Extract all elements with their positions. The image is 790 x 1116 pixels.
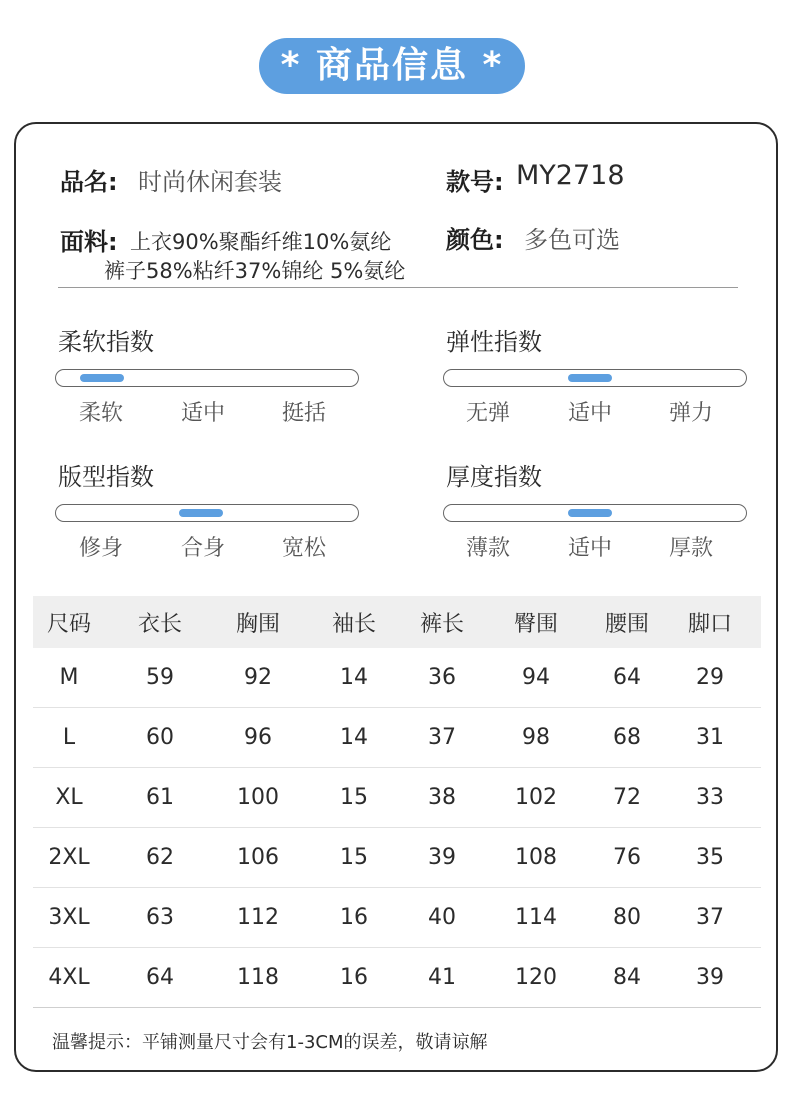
- column-header-size: 尺码: [33, 596, 105, 648]
- thickness-scale-medium: 适中: [567, 536, 612, 561]
- thickness-index-marker: [568, 509, 612, 517]
- softness-scale-medium: 适中: [180, 401, 225, 426]
- thickness-scale-thick: 厚款: [668, 536, 713, 561]
- column-header-pants-length: 裤长: [407, 596, 477, 648]
- table-row: [33, 648, 761, 708]
- table-cell: 39: [659, 948, 761, 1008]
- column-header-leg-opening: 脚口: [659, 596, 761, 648]
- table-cell: 62: [105, 828, 215, 888]
- table-cell: 118: [215, 948, 301, 1008]
- column-header-top-length: 衣长: [105, 596, 215, 648]
- column-header-waist: 腰围: [595, 596, 659, 648]
- table-cell: 72: [595, 768, 659, 828]
- thickness-index-track: [443, 504, 747, 522]
- table-cell: 16: [301, 948, 407, 1008]
- fit-scale-loose: 宽松: [281, 536, 326, 561]
- table-row: [33, 888, 761, 948]
- table-cell: 31: [659, 708, 761, 768]
- table-cell: 120: [477, 948, 595, 1008]
- section-title: * 商品信息 *: [259, 38, 525, 94]
- fabric-line-bottom: 裤子58%粘纤37%锦纶 5%氨纶: [104, 259, 406, 283]
- table-cell: L: [33, 708, 105, 768]
- softness-index-marker: [80, 374, 124, 382]
- thickness-index-title: 厚度指数: [446, 463, 542, 491]
- column-header-sleeve: 袖长: [301, 596, 407, 648]
- table-cell: M: [33, 648, 105, 708]
- fit-scale-regular: 合身: [180, 536, 225, 561]
- column-header-hip: 臀围: [477, 596, 595, 648]
- table-cell: 4XL: [33, 948, 105, 1008]
- table-cell: 63: [105, 888, 215, 948]
- table-cell: 39: [407, 828, 477, 888]
- color-value: 多色可选: [524, 226, 620, 254]
- elasticity-scale-medium: 适中: [567, 401, 612, 426]
- table-cell: 36: [407, 648, 477, 708]
- table-cell: 59: [105, 648, 215, 708]
- table-cell: 15: [301, 828, 407, 888]
- size-chart-table: [33, 596, 761, 1008]
- table-cell: 14: [301, 648, 407, 708]
- table-cell: 94: [477, 648, 595, 708]
- table-cell: 112: [215, 888, 301, 948]
- fit-scale-slim: 修身: [78, 536, 123, 561]
- table-cell: 60: [105, 708, 215, 768]
- softness-scale-stiff: 挺括: [281, 401, 326, 426]
- table-cell: 61: [105, 768, 215, 828]
- measurement-tip: 温馨提示：平铺测量尺寸会有1-3CM的误差，敬请谅解: [52, 1032, 488, 1053]
- table-cell: 35: [659, 828, 761, 888]
- size-table-header-row: [33, 596, 761, 648]
- table-cell: 98: [477, 708, 595, 768]
- table-cell: 15: [301, 768, 407, 828]
- elasticity-index-title: 弹性指数: [446, 328, 542, 356]
- softness-index-track: [55, 369, 359, 387]
- table-row: [33, 828, 761, 888]
- table-cell: 102: [477, 768, 595, 828]
- fit-index-track: [55, 504, 359, 522]
- fit-index-marker: [179, 509, 223, 517]
- fit-index-title: 版型指数: [58, 463, 154, 491]
- elasticity-scale-stretch: 弹力: [668, 401, 713, 426]
- table-cell: 68: [595, 708, 659, 768]
- table-cell: 2XL: [33, 828, 105, 888]
- elasticity-index-track: [443, 369, 747, 387]
- table-cell: 80: [595, 888, 659, 948]
- table-cell: 114: [477, 888, 595, 948]
- column-header-chest: 胸围: [215, 596, 301, 648]
- fabric-line-top: 上衣90%聚酯纤维10%氨纶: [130, 230, 392, 254]
- table-cell: 76: [595, 828, 659, 888]
- table-cell: 33: [659, 768, 761, 828]
- table-cell: 38: [407, 768, 477, 828]
- fabric-label: 面料:: [60, 228, 118, 256]
- product-name-value: 时尚休闲套装: [138, 168, 282, 196]
- table-cell: 3XL: [33, 888, 105, 948]
- softness-index-title: 柔软指数: [58, 328, 154, 356]
- table-cell: 41: [407, 948, 477, 1008]
- table-cell: 37: [659, 888, 761, 948]
- divider: [58, 287, 738, 288]
- table-cell: 108: [477, 828, 595, 888]
- table-cell: 29: [659, 648, 761, 708]
- table-cell: 16: [301, 888, 407, 948]
- table-cell: 106: [215, 828, 301, 888]
- table-cell: 92: [215, 648, 301, 708]
- table-cell: 37: [407, 708, 477, 768]
- table-cell: 100: [215, 768, 301, 828]
- product-name-label: 品名:: [60, 168, 118, 196]
- table-cell: 64: [595, 648, 659, 708]
- table-cell: XL: [33, 768, 105, 828]
- elasticity-index-marker: [568, 374, 612, 382]
- table-cell: 14: [301, 708, 407, 768]
- table-row: [33, 708, 761, 768]
- color-label: 颜色:: [446, 226, 504, 254]
- style-number-value: MY2718: [516, 160, 625, 191]
- table-cell: 64: [105, 948, 215, 1008]
- table-cell: 84: [595, 948, 659, 1008]
- table-cell: 96: [215, 708, 301, 768]
- style-number-label: 款号:: [446, 168, 504, 196]
- elasticity-scale-none: 无弹: [465, 401, 510, 426]
- table-row: [33, 948, 761, 1008]
- thickness-scale-thin: 薄款: [465, 536, 510, 561]
- softness-scale-soft: 柔软: [78, 401, 123, 426]
- table-row: [33, 768, 761, 828]
- table-cell: 40: [407, 888, 477, 948]
